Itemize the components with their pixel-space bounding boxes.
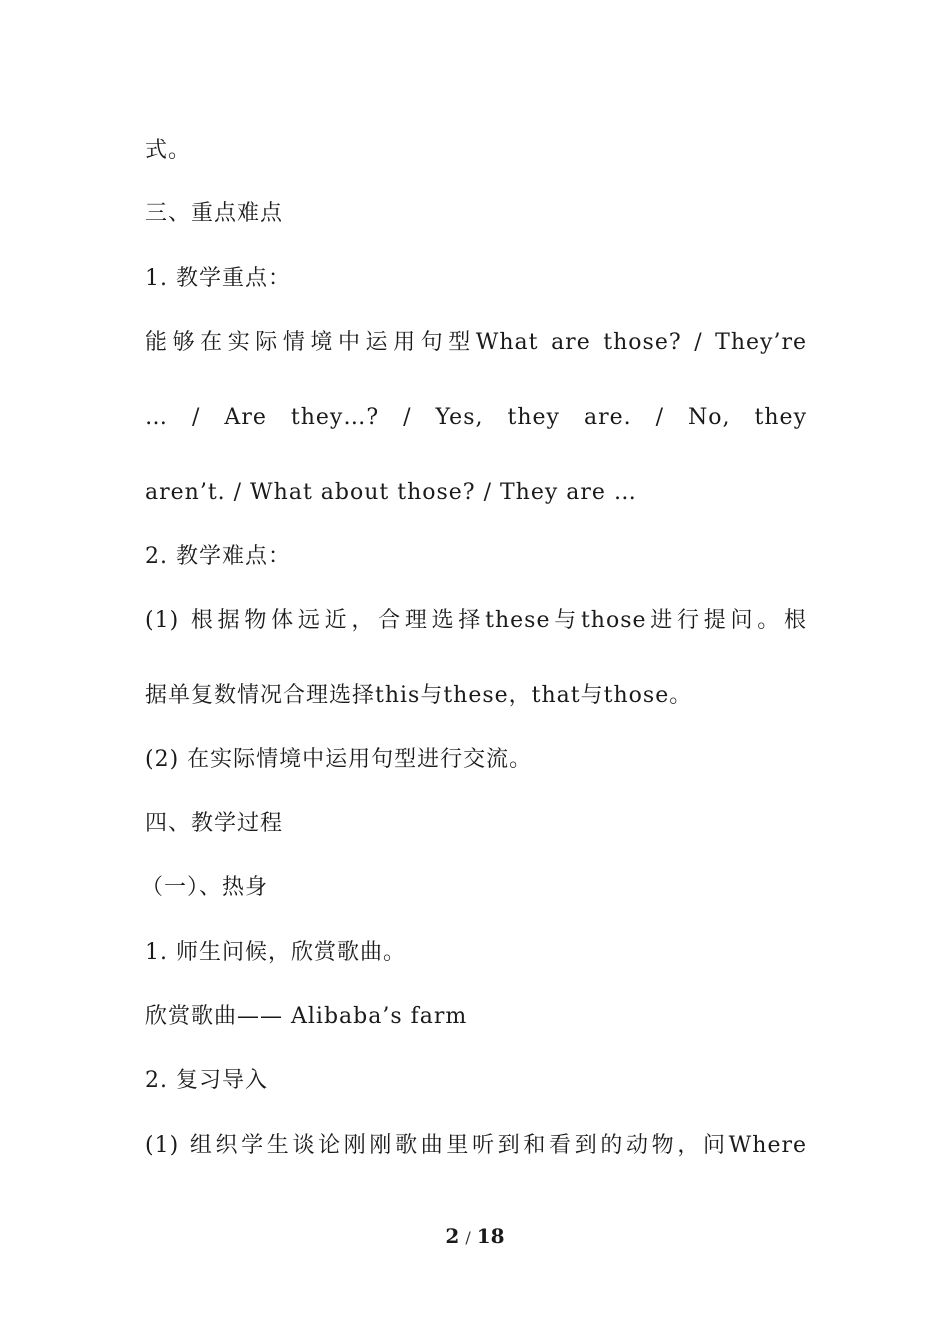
- text-line: 欣赏歌曲—— Alibaba’s farm: [145, 1004, 468, 1029]
- section-heading: 四、教学过程: [145, 811, 284, 836]
- text-line: 能够在实际情境中运用句型What are those? / They’re: [145, 330, 807, 355]
- subsection-heading: 1. 教学重点：: [145, 266, 291, 291]
- current-page-number: 2: [445, 1224, 460, 1248]
- text-line: 式。: [145, 138, 192, 163]
- subsection-heading: 2. 教学难点：: [145, 544, 291, 569]
- text-line: (1) 根据物体远近，合理选择these与those进行提问。根: [145, 608, 807, 633]
- total-pages-number: 18: [476, 1224, 505, 1248]
- text-line: aren’t. / What about those? / They are …: [145, 480, 637, 505]
- section-heading: 三、重点难点: [145, 201, 284, 226]
- page-separator: /: [465, 1228, 471, 1247]
- text-line: (1) 组织学生谈论刚刚歌曲里听到和看到的动物，问Where: [145, 1133, 807, 1158]
- text-line: 据单复数情况合理选择this与these，that与those。: [145, 683, 693, 708]
- subsection-heading: 2. 复习导入: [145, 1068, 268, 1093]
- subsection-heading: （一）、热身: [141, 875, 269, 900]
- text-line: 1. 师生问候，欣赏歌曲。: [145, 940, 406, 965]
- text-line: (2) 在实际情境中运用句型进行交流。: [145, 747, 533, 772]
- page-number-footer: [0, 1222, 950, 1252]
- text-line: … / Are they…? / Yes, they are. / No, they: [145, 405, 807, 430]
